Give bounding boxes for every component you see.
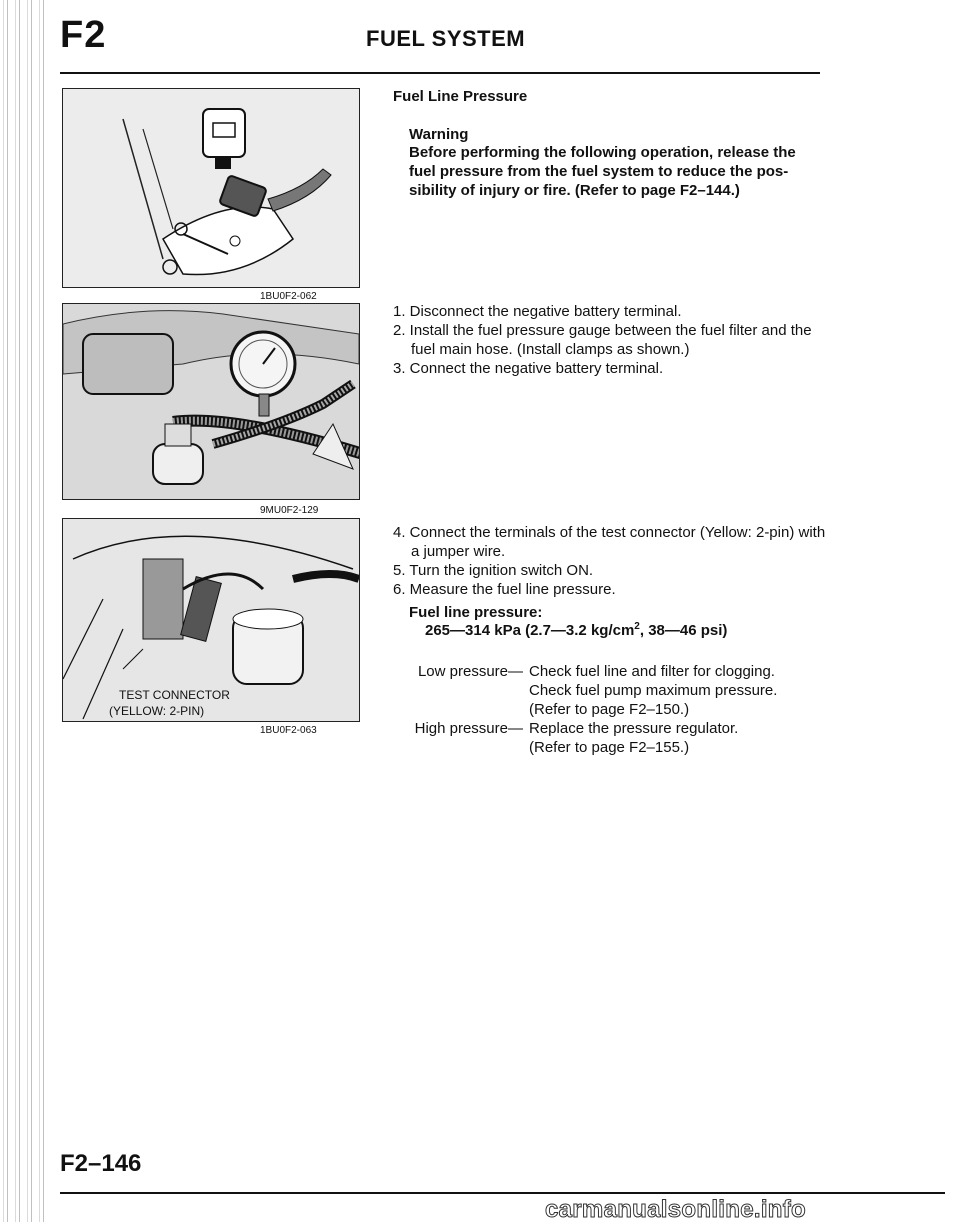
condition-label: Low pressure— — [417, 663, 523, 680]
condition-action: Replace the pressure regulator. — [529, 720, 739, 737]
step-item: 3. Connect the negative battery terminal. — [393, 360, 664, 377]
scan-binding-edge — [0, 0, 46, 1222]
footer-rule — [60, 1192, 945, 1194]
spec-block — [409, 604, 849, 639]
pressure-gauge-illustration — [63, 304, 359, 499]
figure-id: 1BU0F2-063 — [260, 725, 317, 736]
warning-line: fuel pressure from the fuel system to reduce the pos- — [409, 163, 789, 180]
condition-label: High pressure— — [414, 720, 523, 737]
test-connector-illustration — [63, 519, 359, 721]
step-item: 1. Disconnect the negative battery terminal. — [393, 303, 682, 320]
figure-id: 1BU0F2-062 — [260, 291, 317, 302]
warning-title: Warning — [409, 126, 469, 143]
subsection-heading: Fuel Line Pressure — [393, 88, 528, 105]
figure-label-line1: TEST CONNECTOR — [119, 688, 230, 702]
condition-action: (Refer to page F2–155.) — [529, 739, 690, 756]
condition-actions — [529, 662, 777, 719]
condition-action: Check fuel pump maximum pressure. — [529, 682, 778, 699]
figure-test-connector — [62, 518, 360, 722]
condition-row — [403, 719, 843, 757]
figure-id: 9MU0F2-129 — [260, 505, 319, 516]
subsection-title — [393, 88, 833, 105]
warning-body — [409, 143, 834, 200]
section-code: F2 — [60, 14, 107, 56]
header-rule — [60, 72, 820, 74]
spec-label: Fuel line pressure: — [409, 604, 543, 621]
spec-value-tail: , 38—46 psi) — [639, 622, 728, 639]
steps-list-b — [393, 523, 833, 599]
warning-line: sibility of injury or fire. (Refer to page F2–144.) — [409, 182, 740, 199]
step-item: 4. Connect the terminals of the test connector (Yellow: 2-pin) with a jumper wire. — [393, 524, 826, 560]
figure-label-line2: (YELLOW: 2-PIN) — [109, 704, 205, 718]
figure-relay-connector — [62, 88, 360, 288]
section-title: FUEL SYSTEM — [366, 26, 526, 51]
step-item: 5. Turn the ignition switch ON. — [393, 562, 594, 579]
watermark: carmanualsonline.info — [545, 1196, 807, 1223]
spec-value — [409, 621, 849, 639]
spec-value-superscript: 2 — [634, 621, 640, 632]
page-number: F2–146 — [60, 1150, 142, 1177]
warning-line: Before performing the following operation, release the — [409, 144, 796, 161]
condition-actions — [529, 719, 738, 757]
spec-value-main: 265—314 kPa (2.7—3.2 kg/cm — [425, 622, 635, 639]
condition-action: (Refer to page F2–150.) — [529, 701, 690, 718]
steps-list-a — [393, 302, 833, 378]
condition-action: Check fuel line and filter for clogging. — [529, 663, 775, 680]
relay-connector-illustration — [63, 89, 359, 287]
step-item: 2. Install the fuel pressure gauge between the fuel filter and the fuel main hose. (Install clamps as shown.) — [393, 322, 812, 358]
condition-row — [403, 662, 843, 719]
warning-block — [409, 126, 849, 200]
figure-pressure-gauge — [62, 303, 360, 500]
conditions-block — [403, 662, 843, 757]
step-item: 6. Measure the fuel line pressure. — [393, 581, 616, 598]
